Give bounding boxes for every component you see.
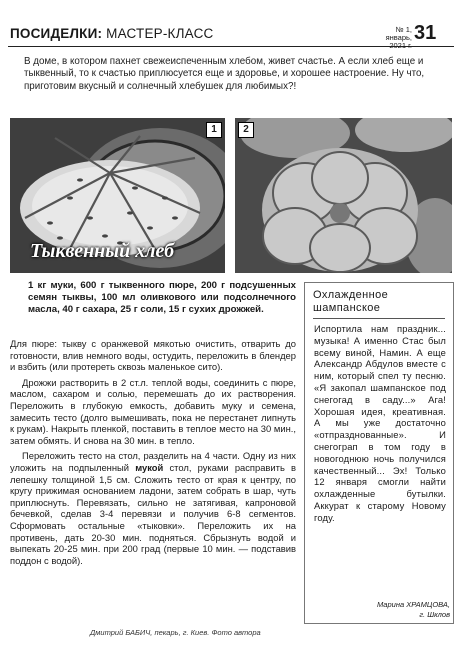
paragraph-dough: Дрожжи растворить в 2 ст.л. теплой воды, соединить с пюре, маслом, сахаром и солью, перемешать до их растворения. Переложить в глубокую емкость, добавить муку и семена, замесить тесто (долго вымешивать, пока не перестанет липнуть к рукам). Накрыть пленкой, поставить в теплое место на 30 мин., затем обмять. И снова на 30 мин. в тепло.	[10, 376, 296, 446]
recipe-title: Тыквенный хлеб	[30, 240, 175, 262]
sidebar-divider	[313, 318, 445, 319]
sidebar-title: Охлажденное шампанское	[313, 289, 389, 314]
sidebar-box	[304, 282, 454, 624]
sidebar-text: Испортила нам праздник... музыка! А именно Стас был всему виной, Намин. А еще Александр Абдулов вместе с ним, который спел ту песню. «Я закопал шампанское под снегогад в саду...» Ага! Хорошая идея, креативная. А мы уже достаточно «отпразднованные». И снегограп в том году в новогоднюю ночь получился качественный... Эх! Только 12 января смогли найти охлажденные бутылки. Аккурат к старому Новому году.	[314, 323, 446, 523]
photo-credit: Дмитрий БАБИЧ, пекарь, г. Киев. Фото автора	[90, 628, 261, 637]
paragraph-puree: Для пюре: тыкву с оранжевой мякотью очистить, отварить до готовности, влив немного воды, остудить, переложить в блендер и взбить (или протереть сквозь маленькое сито).	[10, 338, 296, 373]
photo-number-1: 1	[206, 122, 222, 138]
photo-baked-bread	[235, 118, 452, 273]
paragraph-shaping: Переложить тесто на стол, разделить на 4 части. Одну из них уложить на подпыленный мукой стол, руками расправить в лепешку толщиной 1,5 см. Сложить тесто от края к центру, по кругу прижимая основанием ладони, затем собрать в шар, чуть приплюснуть. Перевязать, сильно не затягивая, капроновой бечевкой, сделав 3-4 перевязи и получив 6-8 сегментов. Сформовать остальные «тыковки». Переложить их на противень, дать 20-30 мин. подняться. Сбрызнуть водой и выпекать 20-25 мин. при 200 град (первые 10 мин. — подставив поддон с водой).	[10, 450, 297, 566]
bread-illustration	[235, 118, 452, 273]
sidebar-author: Марина ХРАМЦОВА, г. Шклов	[376, 600, 450, 619]
issue-info: № 1, январь, 2021 г.	[385, 25, 412, 50]
photo-number-2: 2	[238, 122, 254, 138]
section-subtitle: МАСТЕР-КЛАСС	[106, 26, 214, 41]
section-title: ПОСИДЕЛКИ: МАСТЕР-КЛАСС	[10, 26, 214, 41]
page-number: 31	[414, 22, 437, 44]
ingredients-list: 1 кг муки, 600 г тыквенного пюре, 200 г подсушенных семян тыквы, 100 мл оливкового или подсолнечного масла, 40 г сахара, 25 г соли, 15 г сухих дрожжей.	[28, 280, 296, 315]
intro-text: В доме, в котором пахнет свежеиспеченным хлебом, живет счастье. А если хлеб еще и тыквенный, то к счастью приплюсуется еще и здоровье, и хорошее настроение. Ну что, приготовим вкусный и солнечный хлебушек для любимых?!	[24, 56, 425, 92]
article-body	[10, 338, 296, 570]
